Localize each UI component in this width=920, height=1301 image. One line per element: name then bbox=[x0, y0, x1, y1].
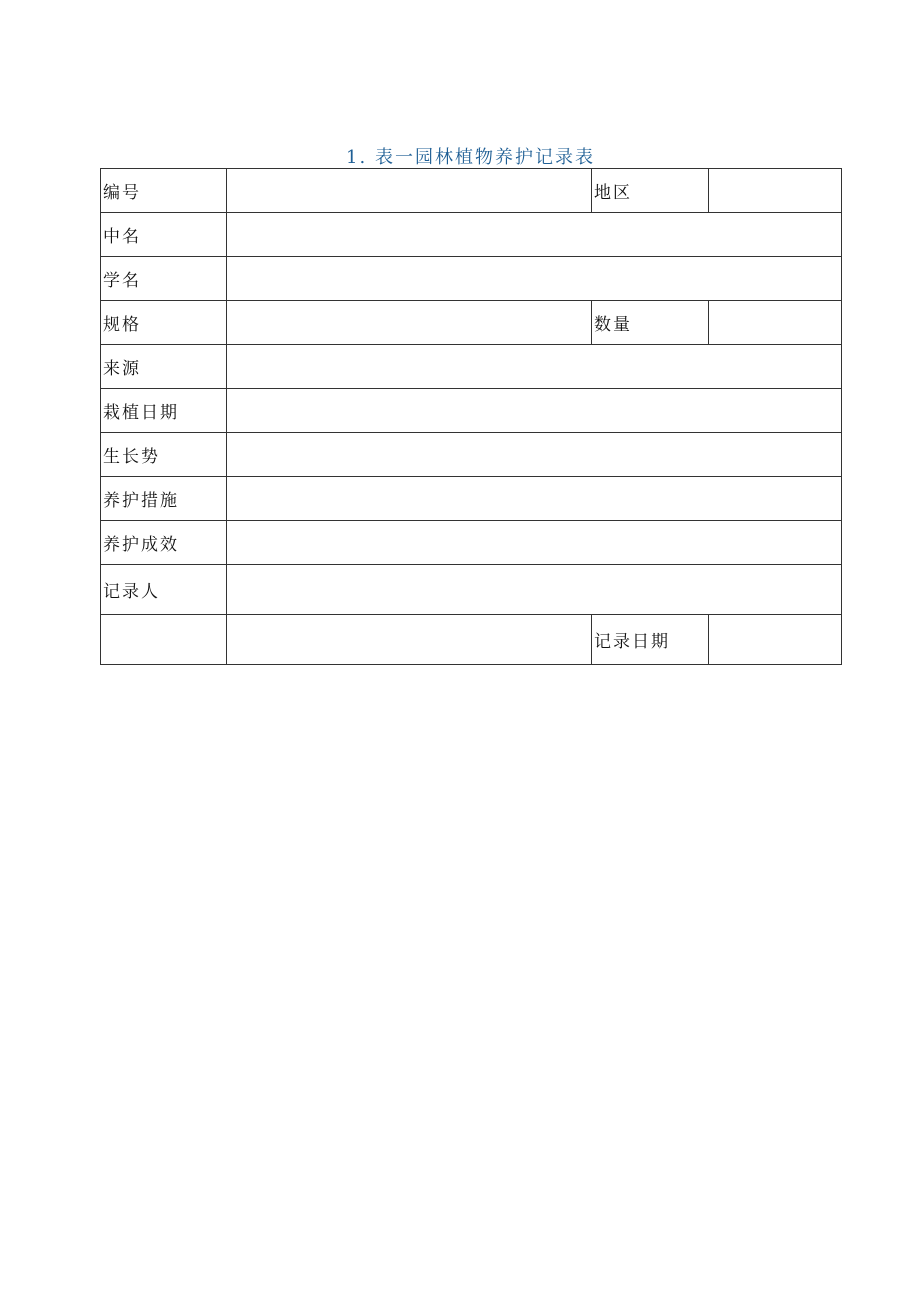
field-jilu-riqi[interactable] bbox=[709, 615, 842, 665]
row-zaizhi-riqi bbox=[101, 389, 842, 433]
field-yanghu-cuoshi[interactable] bbox=[227, 477, 842, 521]
plant-maintenance-record-table bbox=[100, 168, 842, 665]
row-bianhao bbox=[101, 169, 842, 213]
row-jilu-riqi bbox=[101, 615, 842, 665]
row-yanghu-chengxiao bbox=[101, 521, 842, 565]
row-xueming bbox=[101, 257, 842, 301]
field-jiluren[interactable] bbox=[227, 565, 842, 615]
field-xueming[interactable] bbox=[227, 257, 842, 301]
label-bianhao: 编号 bbox=[101, 169, 227, 213]
row-yanghu-cuoshi bbox=[101, 477, 842, 521]
label-laiyuan: 来源 bbox=[101, 345, 227, 389]
row-shengzhangshi bbox=[101, 433, 842, 477]
row-zhongming bbox=[101, 213, 842, 257]
label-yanghu-chengxiao: 养护成效 bbox=[101, 521, 227, 565]
row-guige bbox=[101, 301, 842, 345]
field-blank-left[interactable] bbox=[101, 615, 227, 665]
row-jiluren bbox=[101, 565, 842, 615]
field-diqu[interactable] bbox=[709, 169, 842, 213]
label-yanghu-cuoshi: 养护措施 bbox=[101, 477, 227, 521]
document-title: 1. 表一园林植物养护记录表 bbox=[346, 147, 595, 168]
field-yanghu-chengxiao[interactable] bbox=[227, 521, 842, 565]
field-zaizhi-riqi[interactable] bbox=[227, 389, 842, 433]
label-zhongming: 中名 bbox=[101, 213, 227, 257]
field-shuliang[interactable] bbox=[709, 301, 842, 345]
field-bianhao[interactable] bbox=[227, 169, 592, 213]
label-shuliang: 数量 bbox=[592, 301, 709, 345]
field-laiyuan[interactable] bbox=[227, 345, 842, 389]
label-guige: 规格 bbox=[101, 301, 227, 345]
field-guige[interactable] bbox=[227, 301, 592, 345]
field-blank-middle[interactable] bbox=[227, 615, 592, 665]
label-jiluren: 记录人 bbox=[101, 565, 227, 615]
field-zhongming[interactable] bbox=[227, 213, 842, 257]
label-jilu-riqi: 记录日期 bbox=[592, 615, 709, 665]
label-xueming: 学名 bbox=[101, 257, 227, 301]
field-shengzhangshi[interactable] bbox=[227, 433, 842, 477]
label-shengzhangshi: 生长势 bbox=[101, 433, 227, 477]
label-zaizhi-riqi: 栽植日期 bbox=[101, 389, 227, 433]
label-diqu: 地区 bbox=[592, 169, 709, 213]
row-laiyuan bbox=[101, 345, 842, 389]
